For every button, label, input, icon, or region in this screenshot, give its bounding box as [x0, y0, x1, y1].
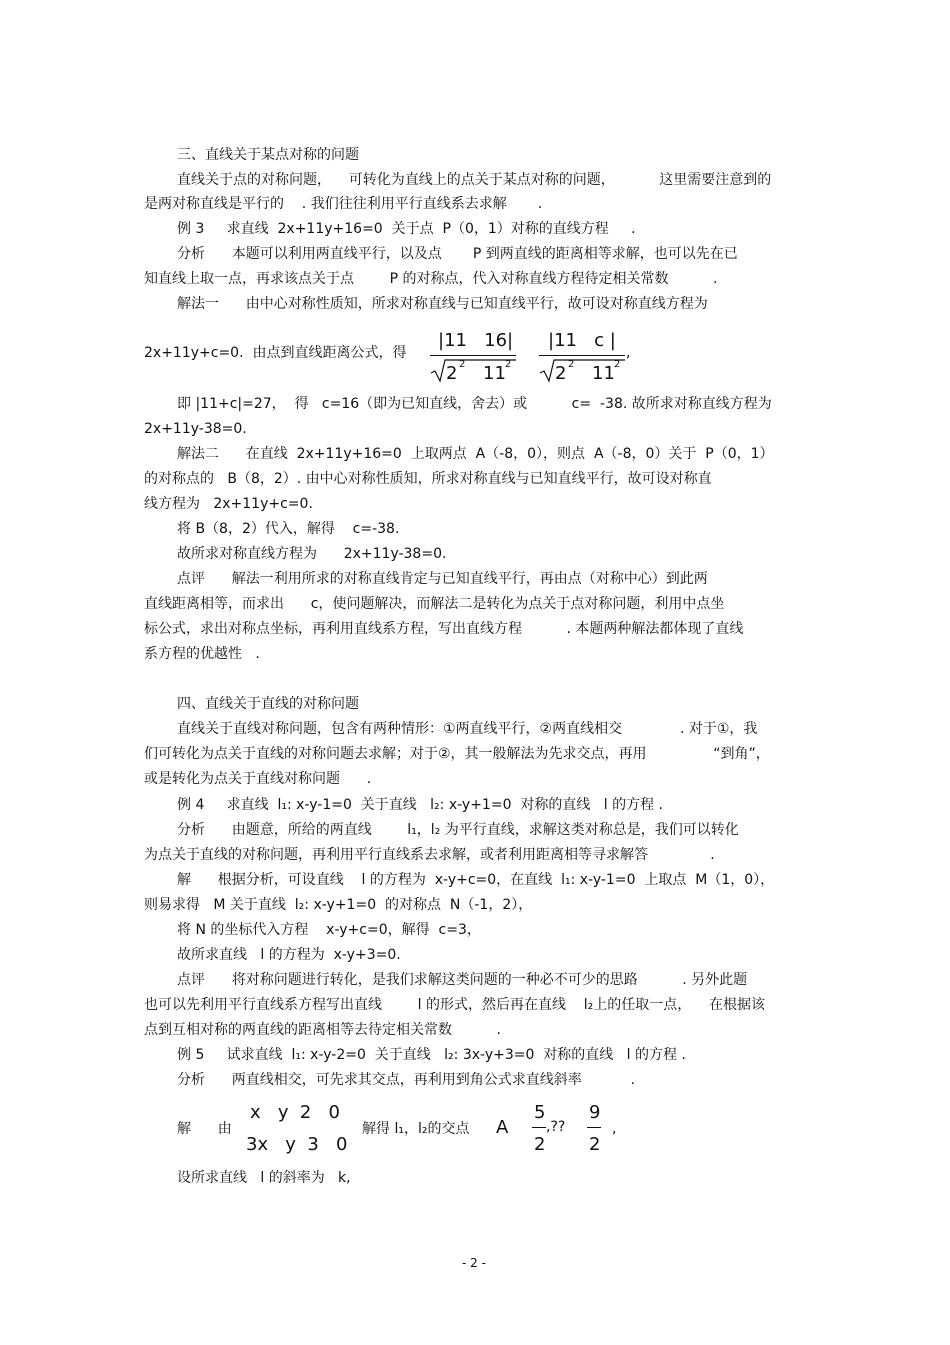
- example-3-statement: 例 3 求直线 2x+11y+16=0 关于点 P（0，1）对称的直线方程 .: [177, 221, 636, 237]
- s3-comment-line-4: 系方程的优越性 .: [144, 646, 260, 662]
- fraction-2-exponent-b: 2: [614, 359, 621, 370]
- s3-method-2-line-3: 线方程为 2x+11y+c=0.: [144, 496, 313, 512]
- s5-analysis-line: 分析 两直线相交，可先求其交点，再利用到角公式求直线斜率 .: [177, 1072, 636, 1088]
- fraction-2-denominator-b: 11: [592, 363, 615, 384]
- intersection-point-label: A: [496, 1117, 509, 1138]
- s3-line-1: 直线关于点的对称问题， 可转化为直线上的点关于某点对称的问题， 这里需要注意到的: [177, 172, 772, 188]
- s3-result-equation: 2x+11y-38=0.: [144, 421, 247, 437]
- formula-comma: ,: [626, 345, 631, 361]
- section-4-heading: 四、直线关于直线的对称问题: [177, 696, 359, 712]
- formula-lead-text: 2x+11y+c=0. 由点到直线距离公式，得: [144, 345, 407, 361]
- s3-method-2-line-2: 的对称点的 B（8，2）. 由中心对称性质知，所求对称直线与已知直线平行，故可设对称直: [144, 471, 712, 487]
- fraction-1-exponent-b: 2: [505, 359, 512, 370]
- s5-last-line: 设所求直线 l 的斜率为 k,: [177, 1170, 351, 1186]
- fraction-a-numerator: 5: [534, 1102, 546, 1123]
- fraction-1-denominator-b: 11: [483, 363, 506, 384]
- fraction-2-numerator: |11 c |: [548, 330, 616, 351]
- s3-analysis-line-2: 知直线上取一点，再求该点关于点 P 的对称点，代入对称直线方程待定相关常数 .: [144, 271, 718, 287]
- fraction-2-denominator-a: 2: [555, 363, 567, 384]
- fraction-1-bar: [430, 355, 516, 356]
- s5-solution-comma: ,: [612, 1121, 617, 1137]
- equation-system-row-2: 3x y 3 0: [246, 1134, 348, 1155]
- example-4-statement: 例 4 求直线 l₁: x-y-1=0 关于直线 l₂: x-y+1=0 对称的直线 l 的方程 .: [177, 797, 663, 813]
- s3-comment-line-2: 直线距离相等，而求出 c，使问题解决，而解法二是转化为点关于点对称问题，利用中点坐: [144, 596, 725, 612]
- fraction-b-denominator: 2: [589, 1134, 601, 1155]
- s4-solution-line-2: 则易求得 M 关于直线 l₂: x-y+1=0 的对称点 N（-1，2），: [144, 897, 533, 913]
- s3-comment-line-3: 标公式，求出对称点坐标，再利用直线系方程，写出直线方程 . 本题两种解法都体现了直线: [144, 621, 744, 637]
- s4-solution-result: 故所求直线 l 的方程为 x-y+3=0.: [177, 947, 401, 963]
- s4-line-3: 或是转化为点关于直线对称问题 .: [144, 771, 372, 787]
- fraction-separator: ,??: [546, 1119, 566, 1135]
- equation-system-row-1: x y 2 0: [250, 1102, 340, 1123]
- fraction-2-exponent-a: 2: [568, 359, 575, 370]
- s3-line-2: 是两对称直线是平行的 . 我们往往利用平行直线系去求解 .: [144, 196, 543, 212]
- s3-method-2-result: 故所求对称直线方程为 2x+11y-38=0.: [177, 546, 447, 562]
- s4-analysis-line-1: 分析 由题意，所给的两直线 l₁，l₂ 为平行直线，求解这类对称总是，我们可以转化: [177, 822, 739, 838]
- s3-analysis-line-1: 分析 本题可以利用两直线平行，以及点 P 到两直线的距离相等求解，也可以先在已: [177, 246, 738, 262]
- s4-solution-line-3: 将 N 的坐标代入方程 x-y+c=0，解得 c=3，: [177, 922, 481, 938]
- s3-result-line: 即 |11+c|=27， 得 c=16（即为已知直线，舍去）或 c= -38. 故所求对称直线方程为: [177, 396, 772, 412]
- s5-solution-lead: 解 由: [177, 1121, 232, 1137]
- page-number: - 2 -: [462, 1256, 486, 1270]
- fraction-1-numerator: |11 16|: [438, 330, 514, 351]
- s4-comment-line-3: 点到互相对称的两直线的距离相等去待定相关常数 .: [144, 1022, 501, 1038]
- fraction-2-bar: [539, 355, 625, 356]
- s4-analysis-line-2: 为点关于直线的对称问题，再利用平行直线系去求解，或者利用距离相等寻求解答 .: [144, 847, 715, 863]
- fraction-b-bar: [587, 1127, 601, 1128]
- section-3-heading: 三、直线关于某点对称的问题: [177, 147, 359, 163]
- s3-method-2-line-4: 将 B（8，2）代入，解得 c=-38.: [177, 521, 400, 537]
- s4-line-2: 们可转化为点关于直线的对称问题去求解；对于②，其一般解法为先求交点，再用 “到角”，: [144, 746, 770, 762]
- fraction-a-denominator: 2: [534, 1134, 546, 1155]
- s4-comment-line-1: 点评 将对称问题进行转化，是我们求解这类问题的一种必不可少的思路 . 另外此题: [177, 972, 748, 988]
- s5-solution-middle: 解得 l₁，l₂的交点: [362, 1121, 470, 1137]
- s3-method-2-line-1: 解法二 在直线 2x+11y+16=0 上取两点 A（-8，0），则点 A（-8，0）关于 P（0，1）: [177, 446, 774, 462]
- fraction-a-bar: [532, 1127, 546, 1128]
- s3-comment-line-1: 点评 解法一利用所求的对称直线肯定与已知直线平行，再由点（对称中心）到此两: [177, 571, 708, 587]
- fraction-b-numerator: 9: [589, 1102, 601, 1123]
- s4-comment-line-2: 也可以先利用平行直线系方程写出直线 l 的形式，然后再在直线 l₂上的任取一点， 在根据该: [144, 997, 766, 1013]
- s3-method-1-line: 解法一 由中心对称性质知，所求对称直线与已知直线平行，故可设对称直线方程为: [177, 296, 708, 312]
- fraction-1-denominator-a: 2: [446, 363, 458, 384]
- s4-line-1: 直线关于直线对称问题，包含有两种情形：①两直线平行，②两直线相交 . 对于①，我: [177, 721, 758, 737]
- fraction-1-exponent-a: 2: [459, 359, 466, 370]
- s4-solution-line-1: 解 根据分析，可设直线 l 的方程为 x-y+c=0，在直线 l₁: x-y-1=0 上取点 M（1，0），: [177, 872, 775, 888]
- example-5-statement: 例 5 试求直线 l₁: x-y-2=0 关于直线 l₂: 3x-y+3=0 对称的直线 l 的方程 .: [177, 1047, 686, 1063]
